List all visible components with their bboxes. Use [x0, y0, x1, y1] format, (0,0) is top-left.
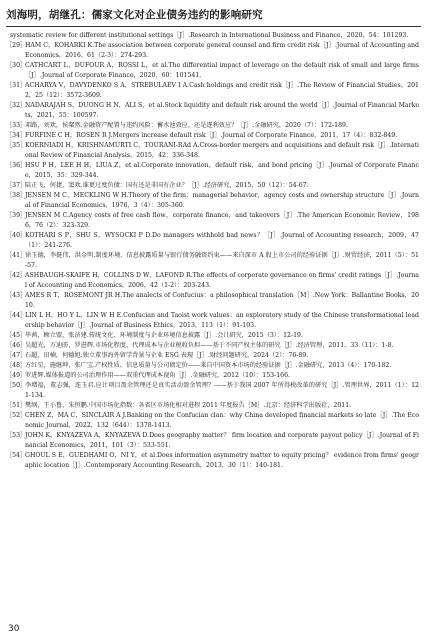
- reference-text: 石超，田楠，何德旭.独立董事海外留学背景与企业 ESG 表现［J］.财经问题研究，2024（2）：76-89.: [25, 352, 309, 359]
- reference-number: ［40］: [6, 232, 27, 239]
- reference-item: [0, 271, 427, 291]
- reference-text: CHEN Z，MA C，SINCLAIR A J.Banking on the Confucian clan：why China developed financial markets so late［J］.The Economic Journal，2022，132（644）：1378-1413.: [25, 412, 419, 429]
- reference-item: [0, 191, 427, 211]
- reference-number: ［33］: [6, 122, 27, 129]
- reference-text: 方红星，施继坤，张广宝.产权性质、信息质量与公司债定价——来自中国资本市场的经验证据［J］.金融研究，2013（4）：170-182.: [25, 362, 392, 369]
- reference-item: [0, 411, 427, 431]
- reference-number: ［34］: [6, 132, 27, 139]
- reference-item: [0, 291, 427, 311]
- reference-number: ［30］: [6, 62, 27, 69]
- reference-text: KOTHARI S P，SHU S，WYSOCKI P D.Do managers withhold bad news？［J］.Journal of Accounting research，2009，47（1）：241-276.: [25, 232, 419, 249]
- reference-text: NADARAJAH S，DUONG H N，ALI S，et al.Stock liquidity and default risk around the world［J］.Journal of Financial Markets，2021，55：100597.: [25, 102, 419, 119]
- reference-text: CATHCART L，DUFOUR A，ROSSI L，et al.The differential impact of leverage on the default risk of small and large firms［J］.Journal of Corporate Finance，2020，60：101541.: [25, 62, 419, 79]
- reference-text: 徐玉德，李挺伟，洪金明.制度环境、信息披露质量与银行债务融资约束——来自深市 A 股上市公司的经验证据［J］.财贸经济，2011（5）：51-57.: [25, 252, 419, 269]
- reference-item: [0, 231, 427, 251]
- reference-item: [0, 141, 427, 161]
- running-header: 刘海明，胡继孔：儒家文化对企业债务违约的影响研究: [6, 9, 263, 21]
- reference-text: systematic review for different institutional settings［J］.Research in International Business and Finance，2020，54：101293.: [10, 32, 409, 39]
- reference-item: [0, 371, 427, 381]
- reference-number: ［31］: [6, 82, 27, 89]
- reference-number: ［54］: [6, 452, 27, 459]
- reference-item: [0, 101, 427, 121]
- reference-number: ［41］: [6, 252, 27, 259]
- reference-item: [0, 161, 427, 181]
- reference-item: [0, 41, 427, 61]
- reference-list: [0, 31, 427, 471]
- reference-item: [0, 311, 427, 331]
- reference-number: ［45］: [6, 332, 27, 339]
- reference-number: ［49］: [6, 372, 27, 379]
- reference-number: ［35］: [6, 142, 27, 149]
- reference-number: ［44］: [6, 312, 27, 319]
- reference-number: ［42］: [6, 272, 27, 279]
- reference-item: [0, 361, 427, 371]
- reference-number: ［48］: [6, 362, 27, 369]
- reference-text: 罗进辉.媒体报道的公司治理作用——双重代理成本视角［J］.金融研究，2012（10）：153-166.: [25, 372, 290, 379]
- reference-number: ［32］: [6, 102, 27, 109]
- reference-text: HSU P H，LEE H H，LIUA Z，et al.Corporate innovation，default risk，and bond pricing［J］.Journal of Corporate Finance，2015，35：329-344.: [25, 162, 419, 179]
- reference-item: [0, 331, 427, 341]
- reference-text: KOERNIADI H，KRISHNAMURTI C，TOURANI-RAd A.Cross-border mergers and acquisitions and default risk［J］.International Review of Financial Analysis，2015，42：336-348.: [25, 142, 419, 159]
- reference-item: [0, 431, 427, 451]
- reference-text: LIN L H，HO Y L，LIN W H E.Confucian and Taoist work values：an exploratory study of the Chinese transformational leadership behavior［J］.Journal of Business Ethics，2013，113（1）：91-103.: [25, 312, 419, 329]
- reference-item: [0, 341, 427, 351]
- reference-item: [0, 381, 427, 401]
- reference-number: ［51］: [6, 402, 27, 409]
- reference-number: ［52］: [6, 412, 27, 419]
- reference-text: 毕茜，顾立盟，张济建.传统文化、环境制度与企业环境信息披露［J］.会计研究，2015（3）：12-19.: [25, 332, 303, 339]
- reference-item: [0, 181, 427, 191]
- reference-text: FURFINE C H，ROSEN R J.Mergers increase default risk［J］.Journal of Corporate Finance，2011，17（4）：832-849.: [25, 132, 398, 139]
- reference-item: [0, 121, 427, 131]
- reference-text: HAM C，KOHARKI K.The association between corporate general counsel and firm credit risk［J］.Journal of Accounting and Economics，2016，61（2-3）：274-293.: [25, 42, 419, 59]
- reference-item: [0, 401, 427, 411]
- reference-item: [0, 61, 427, 81]
- reference-text: GHOUL S E，GUEDHAMI O，NI Y，et al.Does information asymmetry matter to equity pricing？ evidence from firms' geographic location［J］.Contemporary Accounting Research，2013，30（1）：140-181.: [25, 452, 419, 469]
- reference-text: JOHN K，KNYAZEVA A，KNYAZEVA D.Does geography matter？ firm location and corporate payout policy［J］.Journal of Financial Economics，2011，101（3）：533-551.: [25, 432, 419, 449]
- reference-item: [0, 131, 427, 141]
- reference-text: 樊纲，王小鲁，朱恒鹏.中国市场化指数：各省区市场化相对进程 2011 年度报告［M］.北京：经济科学出版社，2011.: [25, 402, 352, 409]
- reference-number: ［50］: [6, 382, 27, 389]
- reference-number: ［46］: [6, 342, 27, 349]
- reference-item: [0, 31, 427, 41]
- reference-number: ［47］: [6, 352, 27, 359]
- reference-text: 邓路，刘欢，侯粲然.金融资产配置与违约风险：蓄水池效应，还是逐利效应？［J］.金融研究，2020（7）：172-189.: [25, 122, 348, 129]
- reference-text: 吴超光，万迪昉，罗进辉.市场化程度、代理成本与企业税收负担——基于不同产权主体的研究［J］.经济管理，2011，33（11）：1-8.: [25, 342, 394, 349]
- reference-item: [0, 81, 427, 101]
- reference-text: ASHBAUGH-SKAIFE H，COLLINS D W，LAFOND R.The effects of corporate governance on firms' credit ratings［J］.Journal of Accounting and Economics，2006，42（1-2）：203-243.: [25, 272, 419, 289]
- reference-number: ［29］: [6, 42, 27, 49]
- reference-number: ［39］: [6, 212, 27, 219]
- reference-text: 陆正飞，何捷，窦欢.谁更过度负债：国有还是非国有企业？［J］.经济研究，2015，50（12）：54-67.: [25, 182, 309, 189]
- reference-item: [0, 351, 427, 361]
- reference-number: ［38］: [6, 192, 27, 199]
- reference-number: ［37］: [6, 182, 27, 189]
- reference-item: [0, 451, 427, 471]
- reference-text: 李增福，董志强，连玉君.应计项目盈余管理还是真实活动盈余管理？——基于我国 2007 年所得税改革的研究［J］.管理世界，2011（1）：121-134.: [25, 382, 419, 399]
- reference-text: ACHARYA V，DAVYDENKO S A，STREBULAEV I A.Cash holdings and credit risk［J］.The Review of Financial Studies，2012，25（12）：3572-3609.: [25, 82, 419, 99]
- reference-item: [0, 211, 427, 231]
- reference-text: AMES R T，ROSEMONT JR H.The analects of Confucius：a philosophical translation［M］.New York：Ballantine Books，2010.: [25, 292, 419, 309]
- reference-number: ［53］: [6, 432, 27, 439]
- header-rule: [6, 26, 421, 27]
- reference-number: ［43］: [6, 292, 27, 299]
- page-number: 30: [8, 624, 20, 634]
- reference-text: JENSEN M C.Agency costs of free cash flow，corporate finance，and takeovers［J］.The American Economic Review，1986，76（2）：323-329.: [25, 212, 419, 229]
- reference-item: [0, 251, 427, 271]
- reference-text: JENSEN M C，MECKLING W H.Theory of the firm：managerial behavior，agency costs and ownership structure［J］.Journal of Financial Economics，1976，3（4）：305-360.: [25, 192, 419, 209]
- reference-number: ［36］: [6, 162, 27, 169]
